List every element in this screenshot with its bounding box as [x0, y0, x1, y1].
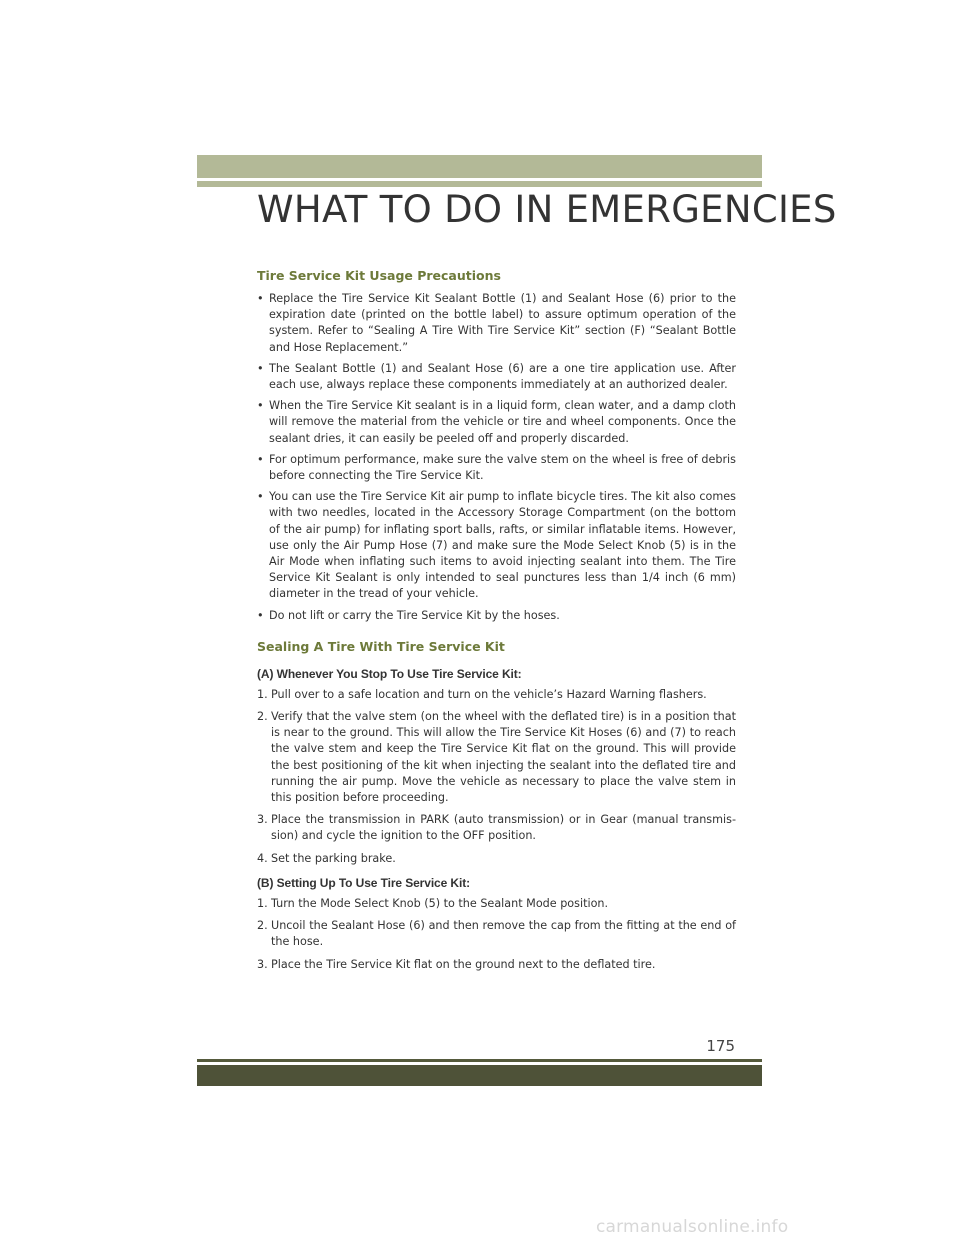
step-item: [257, 851, 736, 867]
step-text: Turn the Mode Select Knob (5) to the Sealant Mode position.: [271, 896, 609, 910]
part-a-steps: [257, 687, 736, 867]
step-number: 3.: [257, 957, 268, 971]
step-text: Place the transmission in PARK (auto transmission) or in Gear (manual transmis- sion) and cycle the ignition to the OFF position.: [271, 813, 736, 843]
step-text: Verify that the valve stem (on the wheel with the deflated tire) is in a position that is near to the ground. This will allow the Tire Service Kit Hoses (6) and (7) to reach the valve stem and keep the Tire Service Kit flat on the ground. This will provide the best positioning of the kit when injecting the sealant into the deflated tire and running the air pump. Move the vehicle as necessary to place the valve stem in this position before proceeding.: [271, 710, 736, 805]
bullet-icon: •: [257, 452, 264, 466]
step-number: 2.: [257, 710, 268, 724]
bullet-icon: •: [257, 399, 264, 413]
precaution-text: For optimum performance, make sure the valve stem on the wheel is free of debris before connecting the Tire Service Kit.: [269, 452, 736, 483]
bullet-icon: •: [257, 608, 264, 622]
bullet-icon: •: [257, 292, 264, 305]
step-number: 1.: [257, 687, 268, 701]
part-b-heading: (B) Setting Up To Use Tire Service Kit:: [257, 875, 471, 890]
footer-rule: [197, 1059, 762, 1062]
precaution-item: [257, 452, 736, 484]
bullet-icon: •: [257, 490, 264, 504]
chapter-title: WHAT TO DO IN EMERGENCIES: [257, 188, 837, 231]
step-number: 3.: [257, 813, 268, 827]
precaution-text: When the Tire Service Kit sealant is in a liquid form, clean water, and a damp cloth will remove the material from the vehicle or tire and wheel components. Once the sealant dries, it can easily be peeled off and properly discarded.: [269, 399, 736, 445]
precaution-item: [257, 291, 736, 356]
precaution-item: [257, 489, 736, 602]
page-content: [257, 265, 736, 979]
precautions-list: [257, 291, 736, 624]
watermark: carmanualsonline.info: [596, 1217, 789, 1237]
step-number: 1.: [257, 896, 268, 910]
bullet-icon: •: [257, 361, 264, 375]
step-text: Uncoil the Sealant Hose (6) and then remove the cap from the fitting at the end of the hose.: [271, 919, 736, 949]
part-b-steps: [257, 896, 736, 973]
step-text: Set the parking brake.: [271, 851, 396, 865]
precaution-text: You can use the Tire Service Kit air pump to inflate bicycle tires. The kit also comes with two needles, located in the Accessory Storage Compartment (on the bottom of the air pump) for inflating sport balls, rafts, or similar inflatable items. However, use only the Air Pump Hose (7) and make sure the Mode Select Knob (5) is in the Air Mode when inflating such items to avoid injecting sealant into them. The Tire Service Kit Sealant is only intended to seal punctures less than 1/4 inch (6 mm) diameter in the tread of your vehicle.: [269, 490, 736, 601]
precaution-text: Replace the Tire Service Kit Sealant Bottle (1) and Sealant Hose (6) prior to the expiration date (printed on the bottle label) to assure optimum operation of the system. Refer to “Sealing A Tire With Tire Service Kit” section (F) “Sealant Bottle and Hose Replacement.”: [269, 292, 736, 354]
footer-band: [197, 1065, 762, 1086]
part-a-heading: (A) Whenever You Stop To Use Tire Service Kit:: [257, 666, 522, 681]
step-item: [257, 709, 736, 806]
step-item: [257, 896, 736, 912]
precaution-item: [257, 608, 736, 624]
header-band: [197, 155, 762, 178]
step-number: 4.: [257, 851, 268, 865]
page-number: 175: [706, 1037, 735, 1055]
precaution-text: The Sealant Bottle (1) and Sealant Hose (6) are a one tire application use. After each use, always replace these components immediately at an authorized dealer.: [269, 361, 736, 392]
step-text: Pull over to a safe location and turn on the vehicle’s Hazard Warning flashers.: [271, 687, 707, 701]
header-rule: [197, 181, 762, 187]
step-text: Place the Tire Service Kit flat on the ground next to the deflated tire.: [271, 957, 656, 971]
step-item: [257, 687, 736, 703]
precaution-item: [257, 361, 736, 393]
precaution-text: Do not lift or carry the Tire Service Kit by the hoses.: [269, 608, 560, 622]
step-item: [257, 918, 736, 950]
precaution-item: [257, 398, 736, 447]
sealing-heading: Sealing A Tire With Tire Service Kit: [257, 638, 505, 654]
step-number: 2.: [257, 919, 268, 933]
precautions-heading: Tire Service Kit Usage Precautions: [257, 268, 501, 283]
step-item: [257, 957, 736, 973]
step-item: [257, 812, 736, 844]
